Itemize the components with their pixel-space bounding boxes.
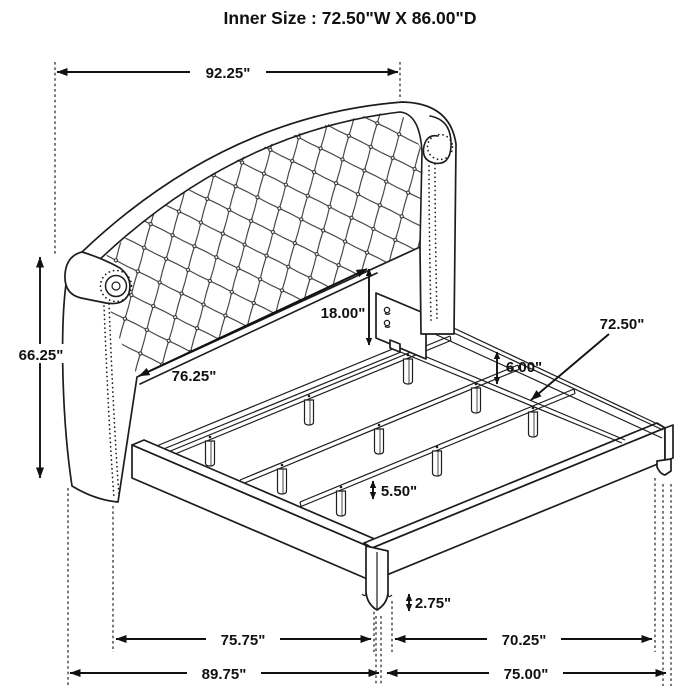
dim-label: 5.50" xyxy=(380,483,418,500)
front-side-rail xyxy=(132,440,384,581)
dim-label: 70.25" xyxy=(501,632,547,649)
right-side-rail xyxy=(426,315,664,438)
dim-inner-width xyxy=(531,316,644,400)
dim-inner-depth-right xyxy=(395,630,652,649)
headboard xyxy=(40,90,470,502)
dim-label: 76.25" xyxy=(171,368,217,385)
dim-label: 6.00" xyxy=(505,359,543,376)
dim-frame-depth xyxy=(387,664,666,683)
foot-rail xyxy=(364,423,665,581)
dim-label: 89.75" xyxy=(201,666,247,683)
dim-label: 2.75" xyxy=(414,595,452,612)
dim-slat-leg-height xyxy=(373,481,417,500)
dim-label: 75.00" xyxy=(503,666,549,683)
rail-bracket xyxy=(376,293,426,359)
screw-hole xyxy=(384,320,389,325)
dim-label: 75.75" xyxy=(220,632,266,649)
diagram-title: Inner Size : 72.50"W X 86.00"D xyxy=(223,8,477,28)
dim-inner-depth-left xyxy=(116,630,371,649)
dim-foot-height xyxy=(409,594,451,612)
dim-rail-gap xyxy=(497,352,542,384)
dim-overall-width xyxy=(57,62,398,82)
dim-label: 18.00" xyxy=(320,305,366,322)
dim-label: 72.50" xyxy=(599,316,645,333)
dim-label: 92.25" xyxy=(205,65,251,82)
screw-hole xyxy=(384,307,389,312)
front-corner-foot xyxy=(362,546,392,610)
dim-label: 66.25" xyxy=(18,347,64,364)
dim-overall-depth xyxy=(70,664,379,683)
headboard-cross-rail xyxy=(142,346,401,457)
